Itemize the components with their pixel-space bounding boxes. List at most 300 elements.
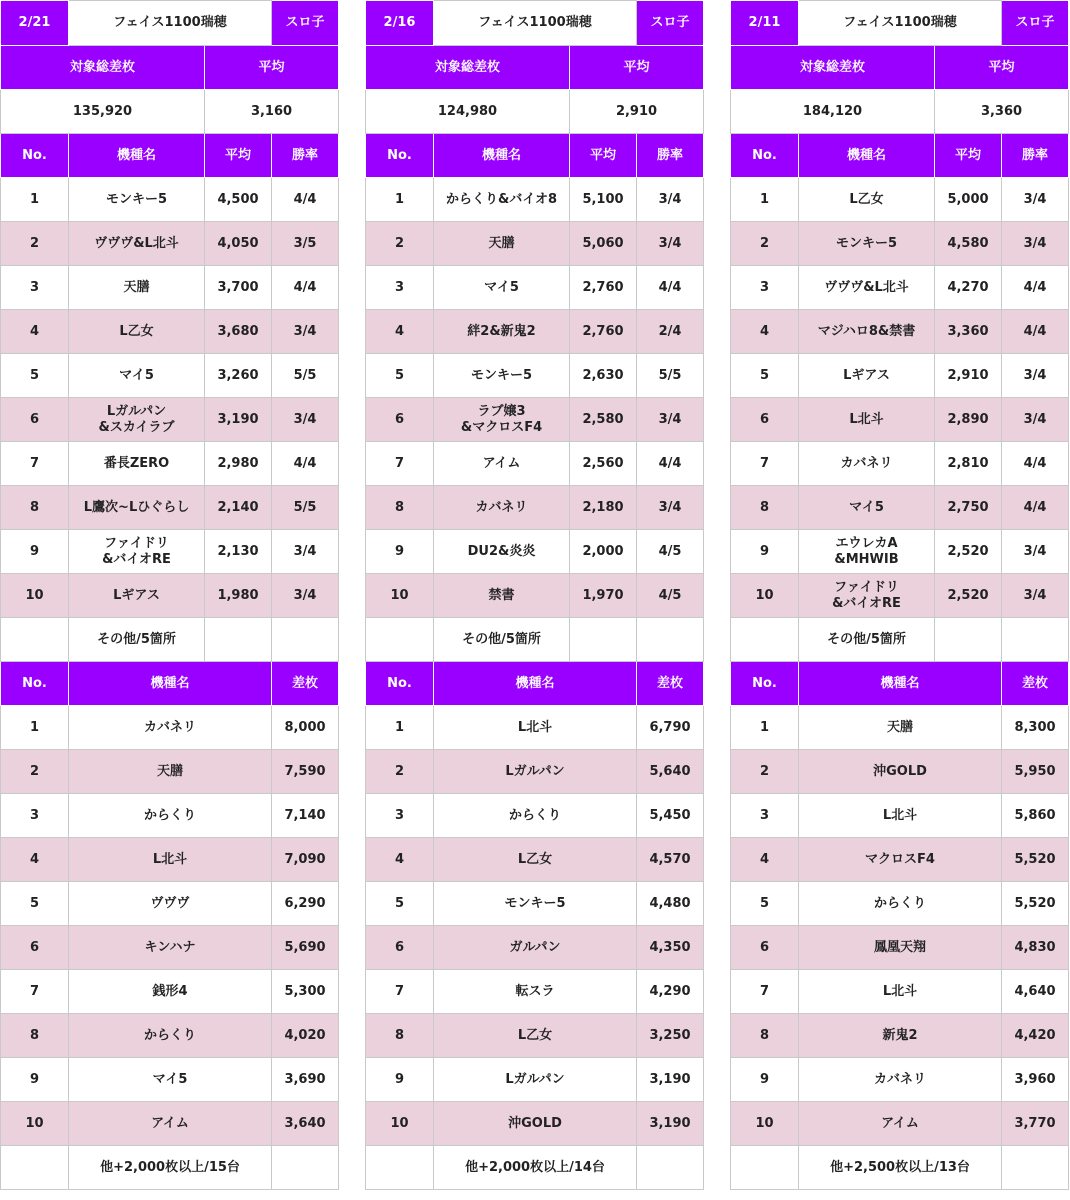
win-rate: 4/4 (1002, 442, 1069, 486)
machine-name: アイム (434, 442, 570, 486)
diff-rank-number: 1 (1, 706, 69, 750)
win-rate: 4/5 (637, 530, 704, 574)
diff-row (366, 706, 704, 750)
average-label: 平均 (935, 46, 1069, 90)
diff-machine-name: 沖GOLD (434, 1102, 637, 1146)
win-rate: 4/4 (272, 442, 339, 486)
panel-title-row (366, 1, 704, 46)
diff-row (731, 794, 1069, 838)
average-diff: 2,760 (570, 266, 637, 310)
average-value: 3,160 (205, 90, 339, 134)
diff-rank-number: 10 (731, 1102, 799, 1146)
diff-machine-name: からくり (799, 882, 1002, 926)
diff-rank-number: 8 (366, 1014, 434, 1058)
total-diff-value: 184,120 (731, 90, 935, 134)
footer-empty (637, 1146, 704, 1190)
rank-number: 7 (1, 442, 69, 486)
diff-value: 4,640 (1002, 970, 1069, 1014)
diff-value: 5,450 (637, 794, 704, 838)
win-rate: 3/4 (1002, 530, 1069, 574)
footer-empty (935, 618, 1002, 662)
panel-2 (365, 0, 704, 1190)
category-label: スロ子 (272, 1, 339, 46)
category-label: スロ子 (1002, 1, 1069, 46)
win-rate: 3/4 (272, 398, 339, 442)
rank-number: 8 (1, 486, 69, 530)
diff-value: 8,000 (272, 706, 339, 750)
diff-row (366, 838, 704, 882)
diff-rank-number: 9 (731, 1058, 799, 1102)
diff-machine-name: アイム (799, 1102, 1002, 1146)
diff-machine-name: からくり (434, 794, 637, 838)
average-diff: 2,750 (935, 486, 1002, 530)
rank-number: 8 (731, 486, 799, 530)
diff-row (1, 926, 339, 970)
win-rate: 4/4 (1002, 266, 1069, 310)
win-rate: 3/4 (272, 530, 339, 574)
diff-rank-number: 9 (1, 1058, 69, 1102)
diff-value: 3,190 (637, 1058, 704, 1102)
col-win-header: 勝率 (272, 134, 339, 178)
diff-rank-number: 5 (366, 882, 434, 926)
summary-value-row (731, 90, 1069, 134)
machine-name: カバネリ (799, 442, 935, 486)
diff-footer-row (731, 1146, 1069, 1190)
average-label: 平均 (570, 46, 704, 90)
diff-row (366, 750, 704, 794)
diff-row (1, 794, 339, 838)
total-diff-value: 135,920 (1, 90, 205, 134)
diff-row (1, 706, 339, 750)
diff-value: 3,960 (1002, 1058, 1069, 1102)
diff-value: 4,480 (637, 882, 704, 926)
average-diff: 5,060 (570, 222, 637, 266)
diff-row (731, 838, 1069, 882)
ranking-row (366, 398, 704, 442)
diff-machine-name: モンキー5 (434, 882, 637, 926)
rank-number: 8 (366, 486, 434, 530)
machine-name: 天膳 (434, 222, 570, 266)
footer-empty (272, 618, 339, 662)
win-rate: 3/4 (1002, 354, 1069, 398)
ranking-row (366, 442, 704, 486)
rank-number: 6 (1, 398, 69, 442)
machine-name: L鷹次~Lひぐらし (69, 486, 205, 530)
ranking-row (731, 266, 1069, 310)
ranking-row (731, 442, 1069, 486)
rank-number: 3 (731, 266, 799, 310)
diff-value: 4,350 (637, 926, 704, 970)
diff-footer-row (1, 1146, 339, 1190)
machine-name: 番長ZERO (69, 442, 205, 486)
rank-number: 2 (1, 222, 69, 266)
diff-value: 5,690 (272, 926, 339, 970)
diff-value: 4,290 (637, 970, 704, 1014)
panel-title-row (1, 1, 339, 46)
machine-name: DU2&炎炎 (434, 530, 570, 574)
average-diff: 5,100 (570, 178, 637, 222)
diff-row (366, 926, 704, 970)
diff-row (1, 838, 339, 882)
store-name: フェイス1100瑞穂 (434, 1, 637, 46)
ranking-row (366, 222, 704, 266)
diff-rank-number: 4 (731, 838, 799, 882)
average-diff: 2,140 (205, 486, 272, 530)
average-diff: 3,700 (205, 266, 272, 310)
diff-rank-number: 1 (731, 706, 799, 750)
diff-rank-number: 2 (1, 750, 69, 794)
ranking-row (1, 310, 339, 354)
win-rate: 4/4 (1002, 310, 1069, 354)
ranking-row (1, 442, 339, 486)
average-diff: 2,810 (935, 442, 1002, 486)
ranking-row (731, 398, 1069, 442)
average-diff: 2,560 (570, 442, 637, 486)
win-rate: 4/4 (272, 178, 339, 222)
win-rate: 4/4 (1002, 486, 1069, 530)
average-diff: 1,980 (205, 574, 272, 618)
rank-number: 4 (731, 310, 799, 354)
diff-rank-number: 7 (366, 970, 434, 1014)
col-no-header: No. (366, 134, 434, 178)
machine-name: ファイドリ &バイオRE (799, 574, 935, 618)
machine-name: 絆2&新鬼2 (434, 310, 570, 354)
col-win-header: 勝率 (637, 134, 704, 178)
rank-number: 3 (366, 266, 434, 310)
average-diff: 2,130 (205, 530, 272, 574)
ranking-row (731, 354, 1069, 398)
win-rate: 5/5 (272, 486, 339, 530)
diff-value: 3,190 (637, 1102, 704, 1146)
footer-empty (272, 1146, 339, 1190)
machine-name: モンキー5 (799, 222, 935, 266)
diff-value: 4,570 (637, 838, 704, 882)
ranking-row (731, 574, 1069, 618)
machine-name: L乙女 (69, 310, 205, 354)
diff-header-row (366, 662, 704, 706)
diff-machine-name: 沖GOLD (799, 750, 1002, 794)
machine-name: Lギアス (69, 574, 205, 618)
footer-empty (570, 618, 637, 662)
footer-empty (637, 618, 704, 662)
rank-number: 1 (366, 178, 434, 222)
ranking-row (731, 486, 1069, 530)
diff-machine-name: キンハナ (69, 926, 272, 970)
diff-machine-name: 銭形4 (69, 970, 272, 1014)
ranking-row (1, 178, 339, 222)
win-rate: 4/4 (637, 266, 704, 310)
diff-rank-number: 6 (731, 926, 799, 970)
average-diff: 1,970 (570, 574, 637, 618)
total-diff-label: 対象総差枚 (731, 46, 935, 90)
diff-machine-name: からくり (69, 794, 272, 838)
machine-name: モンキー5 (69, 178, 205, 222)
diff-row (366, 882, 704, 926)
win-rate: 3/4 (272, 310, 339, 354)
rank-number: 9 (1, 530, 69, 574)
machine-name: ヴヴヴ&L北斗 (799, 266, 935, 310)
diff-rank-number: 6 (366, 926, 434, 970)
diff-col-name-header: 機種名 (799, 662, 1002, 706)
diff-rank-number: 8 (1, 1014, 69, 1058)
diff-row (731, 970, 1069, 1014)
rank-number: 4 (1, 310, 69, 354)
machine-name: L北斗 (799, 398, 935, 442)
machine-name: ファイドリ &バイオRE (69, 530, 205, 574)
win-rate: 3/5 (272, 222, 339, 266)
machine-name: モンキー5 (434, 354, 570, 398)
diff-rank-number: 2 (366, 750, 434, 794)
rank-number: 2 (731, 222, 799, 266)
diff-machine-name: 天膳 (799, 706, 1002, 750)
machine-name: マジハロ8&禁書 (799, 310, 935, 354)
ranking-row (1, 574, 339, 618)
average-diff: 2,520 (935, 574, 1002, 618)
win-rate: 4/5 (637, 574, 704, 618)
diff-machine-name: L北斗 (799, 970, 1002, 1014)
diff-rank-number: 1 (366, 706, 434, 750)
panel-3 (730, 0, 1069, 1190)
diff-row (731, 750, 1069, 794)
diff-value: 8,300 (1002, 706, 1069, 750)
diff-rank-number: 9 (366, 1058, 434, 1102)
rank-number: 7 (731, 442, 799, 486)
diff-col-diff-header: 差枚 (1002, 662, 1069, 706)
diff-machine-name: 新鬼2 (799, 1014, 1002, 1058)
average-diff: 2,630 (570, 354, 637, 398)
ranking-row (1, 222, 339, 266)
diff-value: 3,690 (272, 1058, 339, 1102)
average-value: 2,910 (570, 90, 704, 134)
panel-date: 2/11 (731, 1, 799, 46)
average-diff: 2,760 (570, 310, 637, 354)
win-rate: 3/4 (1002, 574, 1069, 618)
average-diff: 2,580 (570, 398, 637, 442)
diff-row (366, 1014, 704, 1058)
win-rate: 4/4 (272, 266, 339, 310)
machine-name: 禁書 (434, 574, 570, 618)
diff-value: 4,420 (1002, 1014, 1069, 1058)
diff-machine-name: 鳳凰天翔 (799, 926, 1002, 970)
diff-rank-number: 7 (731, 970, 799, 1014)
diff-value: 5,950 (1002, 750, 1069, 794)
diff-machine-name: からくり (69, 1014, 272, 1058)
ranking-footer-row (731, 618, 1069, 662)
diff-machine-name: マクロスF4 (799, 838, 1002, 882)
summary-value-row (366, 90, 704, 134)
diff-col-diff-header: 差枚 (637, 662, 704, 706)
store-name: フェイス1100瑞穂 (69, 1, 272, 46)
ranking-footer-row (366, 618, 704, 662)
average-label: 平均 (205, 46, 339, 90)
col-name-header: 機種名 (434, 134, 570, 178)
ranking-header-row (731, 134, 1069, 178)
footer-empty (731, 1146, 799, 1190)
diff-value: 5,640 (637, 750, 704, 794)
diff-machine-name: Lガルパン (434, 750, 637, 794)
diff-value: 6,790 (637, 706, 704, 750)
machine-name: マイ5 (799, 486, 935, 530)
footer-empty (1002, 618, 1069, 662)
average-diff: 3,680 (205, 310, 272, 354)
diff-row (366, 794, 704, 838)
diff-machine-name: ガルパン (434, 926, 637, 970)
average-diff: 2,520 (935, 530, 1002, 574)
win-rate: 4/4 (637, 442, 704, 486)
diff-header-row (731, 662, 1069, 706)
average-diff: 4,270 (935, 266, 1002, 310)
rank-number: 5 (1, 354, 69, 398)
win-rate: 3/4 (1002, 398, 1069, 442)
rank-number: 4 (366, 310, 434, 354)
average-diff: 2,180 (570, 486, 637, 530)
diff-row (366, 1102, 704, 1146)
panel-title-row (731, 1, 1069, 46)
summary-value-row (1, 90, 339, 134)
rank-number: 6 (366, 398, 434, 442)
win-rate: 5/5 (637, 354, 704, 398)
ranking-row (1, 266, 339, 310)
ranking-row (1, 530, 339, 574)
diff-row (1, 1058, 339, 1102)
ranking-row (1, 398, 339, 442)
diff-row (366, 970, 704, 1014)
machine-name: Lギアス (799, 354, 935, 398)
total-diff-value: 124,980 (366, 90, 570, 134)
ranking-row (366, 266, 704, 310)
total-diff-label: 対象総差枚 (366, 46, 570, 90)
diff-machine-name: L北斗 (434, 706, 637, 750)
diff-value: 7,590 (272, 750, 339, 794)
diff-row (1, 970, 339, 1014)
ranking-footer-text: その他/5箇所 (434, 618, 570, 662)
col-name-header: 機種名 (69, 134, 205, 178)
rank-number: 1 (1, 178, 69, 222)
machine-name: 天膳 (69, 266, 205, 310)
diff-row (731, 1058, 1069, 1102)
footer-empty (366, 1146, 434, 1190)
total-diff-label: 対象総差枚 (1, 46, 205, 90)
ranking-header-row (366, 134, 704, 178)
win-rate: 5/5 (272, 354, 339, 398)
diff-row (731, 882, 1069, 926)
rank-number: 10 (1, 574, 69, 618)
machine-name: ヴヴヴ&L北斗 (69, 222, 205, 266)
ranking-row (366, 486, 704, 530)
diff-col-no-header: No. (731, 662, 799, 706)
summary-header-row (1, 46, 339, 90)
ranking-footer-row (1, 618, 339, 662)
diff-machine-name: 転スラ (434, 970, 637, 1014)
diff-value: 5,520 (1002, 838, 1069, 882)
col-name-header: 機種名 (799, 134, 935, 178)
win-rate: 3/4 (272, 574, 339, 618)
footer-empty (731, 618, 799, 662)
ranking-header-row (1, 134, 339, 178)
win-rate: 2/4 (637, 310, 704, 354)
diff-row (731, 1014, 1069, 1058)
diff-rank-number: 7 (1, 970, 69, 1014)
footer-empty (1, 1146, 69, 1190)
rank-number: 6 (731, 398, 799, 442)
diff-row (1, 882, 339, 926)
win-rate: 3/4 (1002, 178, 1069, 222)
diff-rank-number: 10 (366, 1102, 434, 1146)
diff-value: 7,140 (272, 794, 339, 838)
col-no-header: No. (731, 134, 799, 178)
ranking-row (366, 530, 704, 574)
diff-rank-number: 6 (1, 926, 69, 970)
diff-value: 7,090 (272, 838, 339, 882)
diff-footer-text: 他+2,000枚以上/14台 (434, 1146, 637, 1190)
rank-number: 1 (731, 178, 799, 222)
col-no-header: No. (1, 134, 69, 178)
ranking-row (366, 574, 704, 618)
diff-machine-name: L北斗 (799, 794, 1002, 838)
diff-row (731, 1102, 1069, 1146)
machine-name: マイ5 (69, 354, 205, 398)
ranking-row (731, 178, 1069, 222)
rank-number: 2 (366, 222, 434, 266)
footer-empty (366, 618, 434, 662)
diff-footer-text: 他+2,500枚以上/13台 (799, 1146, 1002, 1190)
machine-name: マイ5 (434, 266, 570, 310)
diff-machine-name: ヴヴヴ (69, 882, 272, 926)
diff-machine-name: カバネリ (799, 1058, 1002, 1102)
diff-value: 5,520 (1002, 882, 1069, 926)
diff-rank-number: 10 (1, 1102, 69, 1146)
footer-empty (205, 618, 272, 662)
ranking-row (366, 178, 704, 222)
diff-col-name-header: 機種名 (69, 662, 272, 706)
diff-col-no-header: No. (1, 662, 69, 706)
summary-header-row (366, 46, 704, 90)
diff-machine-name: マイ5 (69, 1058, 272, 1102)
average-diff: 3,260 (205, 354, 272, 398)
rank-number: 5 (731, 354, 799, 398)
rank-number: 3 (1, 266, 69, 310)
ranking-row (1, 354, 339, 398)
diff-rank-number: 4 (1, 838, 69, 882)
diff-col-name-header: 機種名 (434, 662, 637, 706)
average-diff: 4,050 (205, 222, 272, 266)
win-rate: 3/4 (637, 398, 704, 442)
diff-footer-row (366, 1146, 704, 1190)
diff-row (731, 926, 1069, 970)
diff-rank-number: 4 (366, 838, 434, 882)
ranking-row (731, 310, 1069, 354)
average-diff: 4,580 (935, 222, 1002, 266)
diff-row (1, 1014, 339, 1058)
diff-machine-name: L乙女 (434, 1014, 637, 1058)
panel-1 (0, 0, 339, 1190)
panel-date: 2/16 (366, 1, 434, 46)
diff-col-diff-header: 差枚 (272, 662, 339, 706)
diff-value: 3,640 (272, 1102, 339, 1146)
win-rate: 3/4 (637, 178, 704, 222)
rank-number: 10 (731, 574, 799, 618)
category-label: スロ子 (637, 1, 704, 46)
col-win-header: 勝率 (1002, 134, 1069, 178)
average-value: 3,360 (935, 90, 1069, 134)
machine-name: ラブ嬢3 &マクロスF4 (434, 398, 570, 442)
average-diff: 3,360 (935, 310, 1002, 354)
ranking-row (731, 222, 1069, 266)
ranking-footer-text: その他/5箇所 (799, 618, 935, 662)
diff-value: 6,290 (272, 882, 339, 926)
diff-machine-name: 天膳 (69, 750, 272, 794)
summary-header-row (731, 46, 1069, 90)
